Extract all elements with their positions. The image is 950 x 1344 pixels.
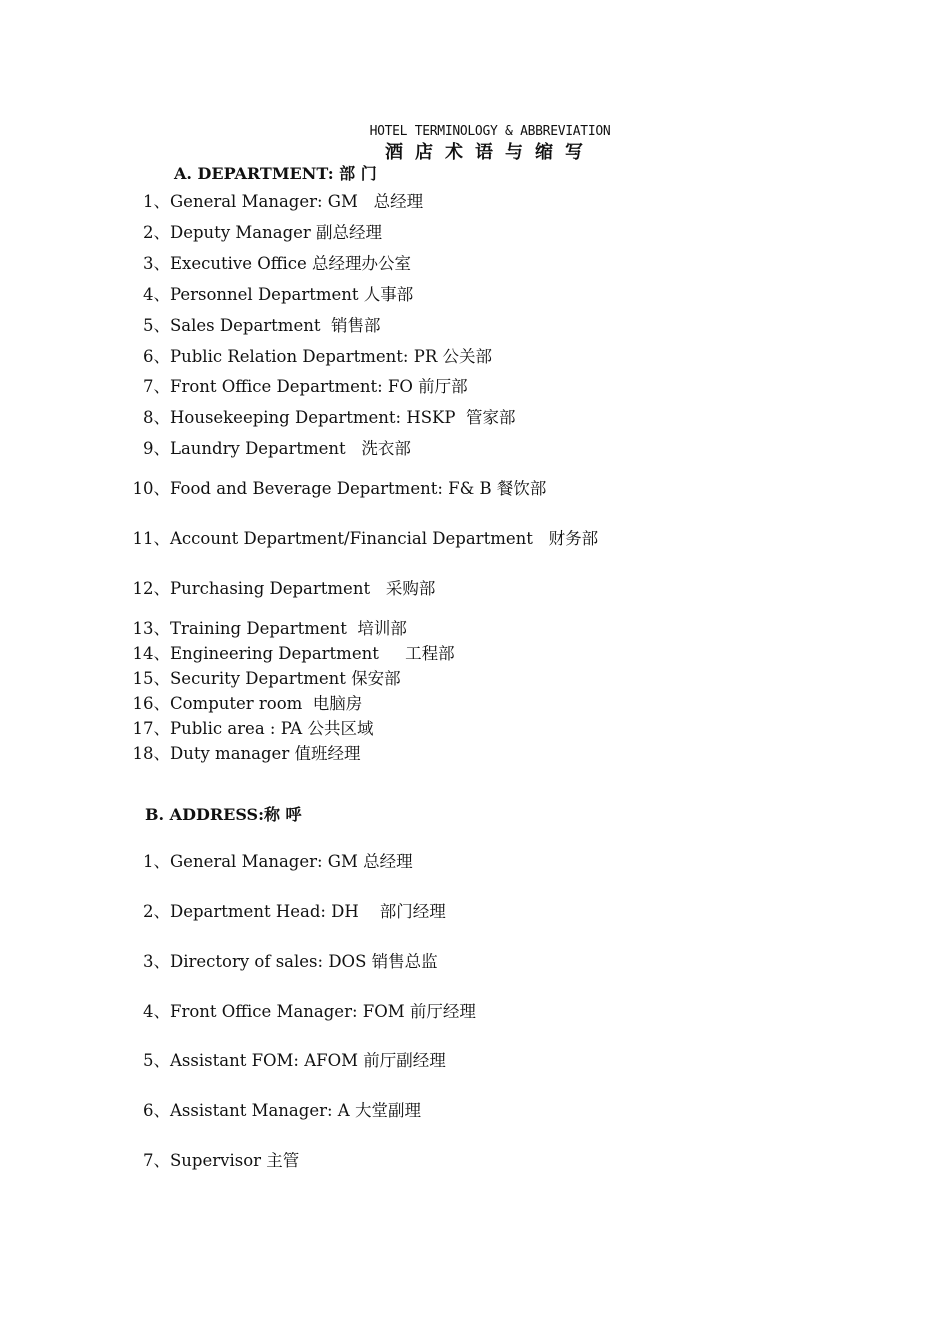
department-item — [120, 579, 435, 599]
department-item — [120, 408, 515, 428]
section-a-heading: A. DEPARTMENT: 部 门 — [174, 164, 377, 183]
address-item — [120, 1051, 446, 1071]
item-number: 17、 — [132, 719, 170, 738]
department-item — [120, 439, 411, 459]
department-item — [120, 377, 468, 397]
item-number: 11、 — [132, 529, 170, 548]
item-number: 15、 — [132, 669, 170, 688]
address-item — [120, 1002, 476, 1022]
address-item — [120, 852, 413, 872]
item-number: 6、 — [143, 1101, 170, 1120]
item-number: 2、 — [143, 223, 170, 242]
department-item — [120, 285, 413, 305]
department-item — [120, 479, 546, 499]
item-text: Computer room 电脑房 — [170, 694, 363, 713]
item-number: 8、 — [143, 408, 170, 427]
item-number: 1、 — [143, 192, 170, 211]
address-item — [120, 1101, 421, 1121]
item-text: Training Department 培训部 — [170, 619, 407, 638]
address-item — [120, 952, 438, 972]
item-number: 3、 — [143, 254, 170, 273]
address-item — [120, 1151, 299, 1171]
address-item — [120, 902, 446, 922]
document-title-chinese: 酒店术语与缩写 — [385, 142, 595, 163]
item-number: 4、 — [143, 285, 170, 304]
item-text: Public Relation Department: PR 公关部 — [170, 347, 492, 366]
item-text: Laundry Department 洗衣部 — [170, 439, 411, 458]
item-number: 14、 — [132, 644, 170, 663]
item-number: 13、 — [132, 619, 170, 638]
department-item — [120, 347, 492, 367]
item-text: Security Department 保安部 — [170, 669, 401, 688]
department-item — [120, 694, 362, 714]
item-number: 5、 — [143, 316, 170, 335]
item-text: Engineering Department 工程部 — [170, 644, 455, 663]
department-item — [120, 669, 401, 689]
item-text: General Manager: GM 总经理 — [170, 852, 413, 871]
item-text: Sales Department 销售部 — [170, 316, 381, 335]
department-item — [120, 316, 380, 336]
department-item — [120, 223, 382, 243]
section-b-heading: B. ADDRESS:称 呼 — [145, 805, 302, 824]
department-item — [120, 744, 360, 764]
item-number: 10、 — [132, 479, 170, 498]
item-text: Front Office Department: FO 前厅部 — [170, 377, 468, 396]
item-text: Duty manager 值班经理 — [170, 744, 361, 763]
item-number: 4、 — [143, 1002, 170, 1021]
item-number: 5、 — [143, 1051, 170, 1070]
item-number: 3、 — [143, 952, 170, 971]
department-item — [120, 254, 411, 274]
item-text: Housekeeping Department: HSKP 管家部 — [170, 408, 516, 427]
item-text: Department Head: DH 部门经理 — [170, 902, 446, 921]
item-text: Assistant FOM: AFOM 前厅副经理 — [170, 1051, 446, 1070]
item-number: 16、 — [132, 694, 170, 713]
item-number: 7、 — [143, 1151, 170, 1170]
item-text: Front Office Manager: FOM 前厅经理 — [170, 1002, 476, 1021]
item-number: 7、 — [143, 377, 170, 396]
item-number: 18、 — [132, 744, 170, 763]
item-text: Food and Beverage Department: F& B 餐饮部 — [170, 479, 547, 498]
item-number: 6、 — [143, 347, 170, 366]
item-text: Purchasing Department 采购部 — [170, 579, 436, 598]
department-item — [120, 719, 373, 739]
item-text: Public area : PA 公共区域 — [170, 719, 374, 738]
department-item — [120, 619, 407, 639]
item-number: 12、 — [132, 579, 170, 598]
document-title-english: HOTEL TERMINOLOGY & ABBREVIATION — [369, 124, 611, 139]
department-item — [120, 192, 423, 212]
item-text: Personnel Department 人事部 — [170, 285, 414, 304]
item-text: Executive Office 总经理办公室 — [170, 254, 411, 273]
department-item — [120, 644, 455, 664]
item-text: Directory of sales: DOS 销售总监 — [170, 952, 438, 971]
department-item — [120, 529, 598, 549]
item-text: Assistant Manager: A 大堂副理 — [170, 1101, 421, 1120]
item-number: 9、 — [143, 439, 170, 458]
item-text: General Manager: GM 总经理 — [170, 192, 424, 211]
item-text: Account Department/Financial Department 财务部 — [170, 529, 599, 548]
item-text: Deputy Manager 副总经理 — [170, 223, 383, 242]
item-number: 1、 — [143, 852, 170, 871]
item-number: 2、 — [143, 902, 170, 921]
item-text: Supervisor 主管 — [170, 1151, 300, 1170]
